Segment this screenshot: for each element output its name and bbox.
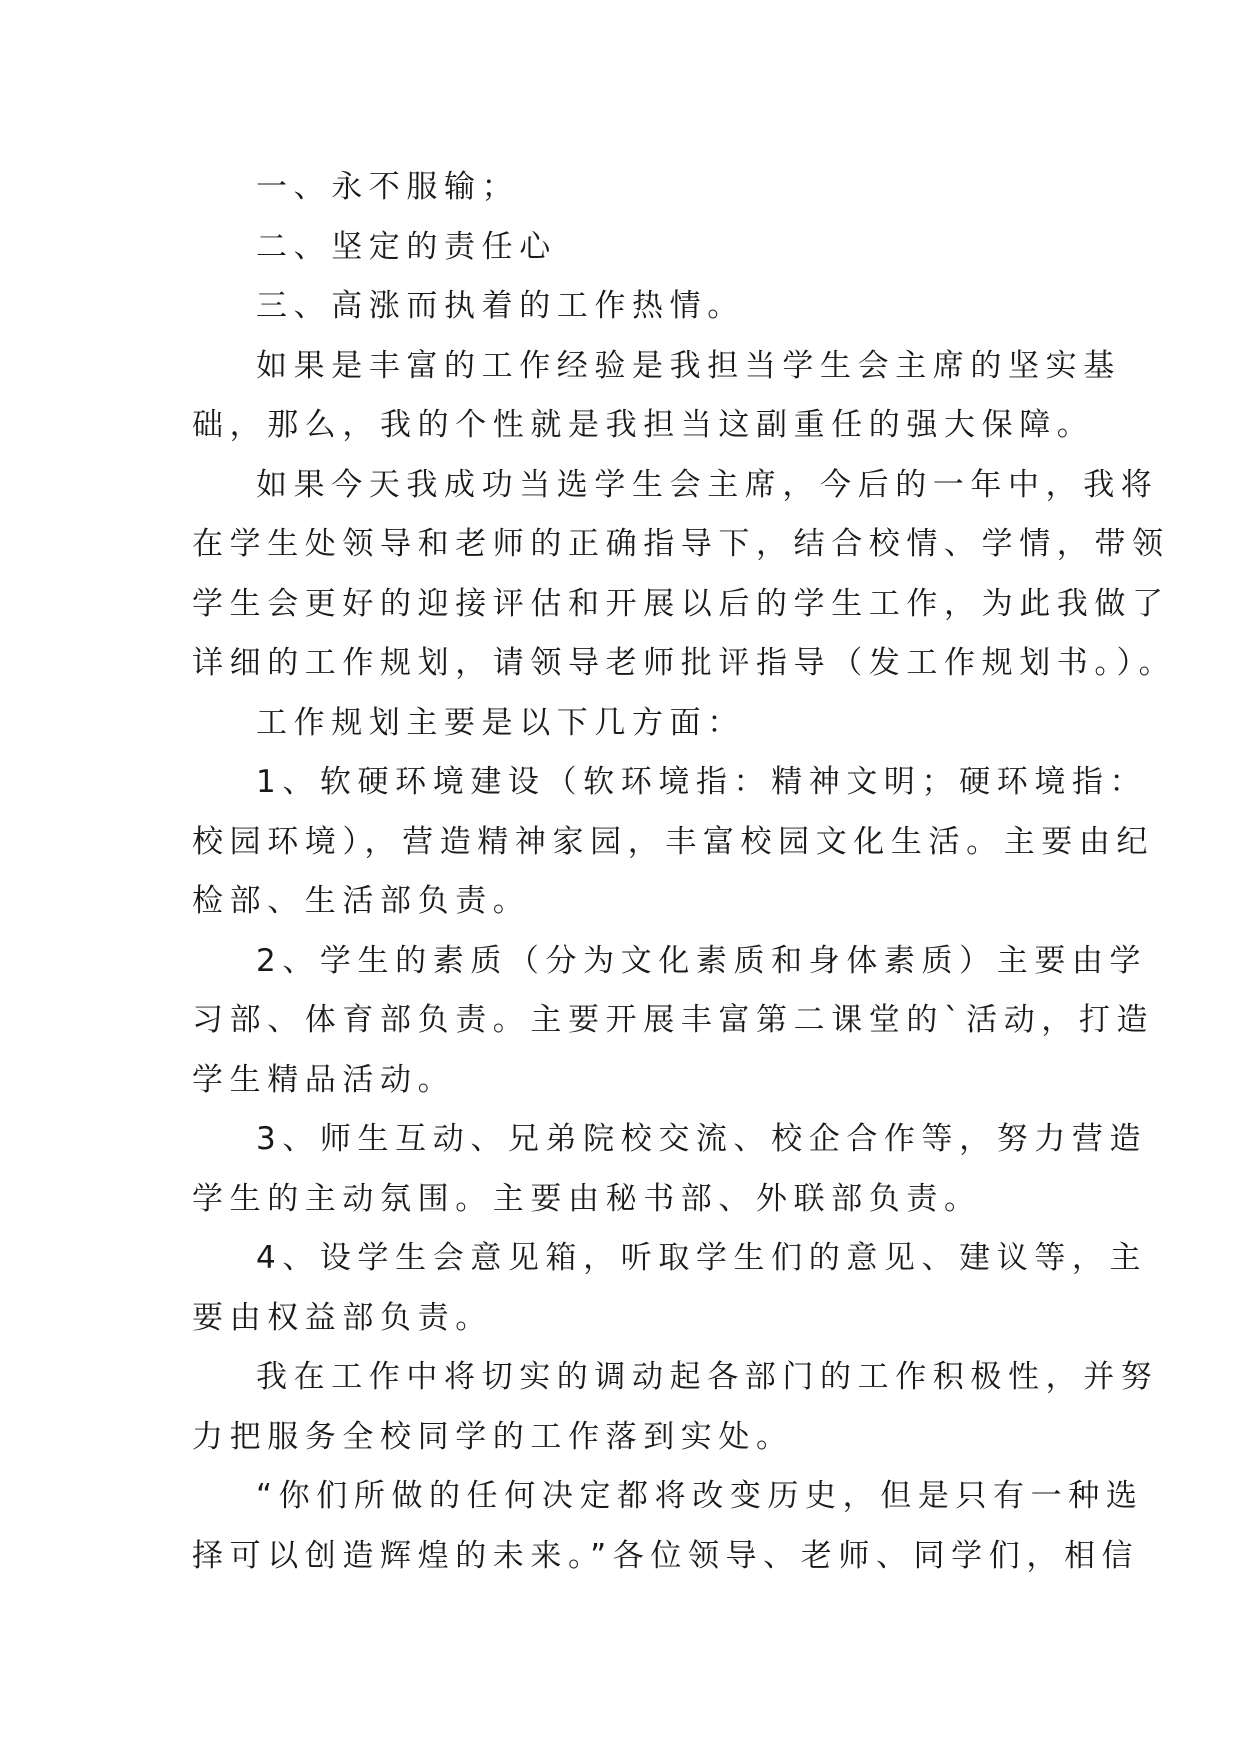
list-item-1: 一、永不服输； [256,169,520,205]
paragraph-line: 习部、体育部负责。主要开展丰富第二课堂的`活动，打造 [192,1002,1155,1038]
paragraph-line: 详细的工作规划，请领导老师批评指导（发工作规划书。）。 [192,645,1177,681]
paragraph-line: 如果是丰富的工作经验是我担当学生会主席的坚实基 [256,347,1121,384]
paragraph-line: 择可以创造辉煌的未来。”各位领导、老师、同学们，相信 [192,1537,1140,1574]
list-item-3: 三、高涨而执着的工作热情。 [256,288,745,324]
paragraph-line: 要由权益部负责。 [192,1299,493,1336]
paragraph-line: 学生的主动氛围。主要由秘书部、外联部负责。 [192,1180,982,1217]
paragraph-line: 力把服务全校同学的工作落到实处。 [192,1418,794,1455]
paragraph-line: 础，那么，我的个性就是我担当这副重任的强大保障。 [192,407,1095,443]
paragraph-line: 如果今天我成功当选学生会主席，今后的一年中，我将 [256,466,1159,503]
paragraph-line: 校园环境），营造精神家园，丰富校园文化生活。主要由纪 [192,823,1155,860]
list-item-2: 二、坚定的责任心 [256,228,557,265]
paragraph-line: 1、软硬环境建设（软环境指：精神文明；硬环境指： [256,764,1148,800]
paragraph-line: 2、学生的素质（分为文化素质和身体素质）主要由学 [256,942,1148,979]
paragraph-line: 工作规划主要是以下几方面： [256,704,745,741]
paragraph-line: 4、设学生会意见箱，听取学生们的意见、建议等，主 [256,1240,1148,1276]
paragraph-line: 3、师生互动、兄弟院校交流、校企合作等，努力营造 [256,1121,1148,1157]
document-body [192,158,1177,1586]
paragraph-line: 在学生处领导和老师的正确指导下，结合校情、学情，带领 [192,526,1170,562]
paragraph-line: 学生会更好的迎接评估和开展以后的学生工作，为此我做了 [192,585,1170,622]
paragraph-line: 学生精品活动。 [192,1061,456,1098]
paragraph-line: 检部、生活部负责。 [192,883,531,919]
paragraph-line: “你们所做的任何决定都将改变历史，但是只有一种选 [256,1478,1144,1514]
paragraph-line: 我在工作中将切实的调动起各部门的工作积极性，并努 [256,1359,1159,1395]
